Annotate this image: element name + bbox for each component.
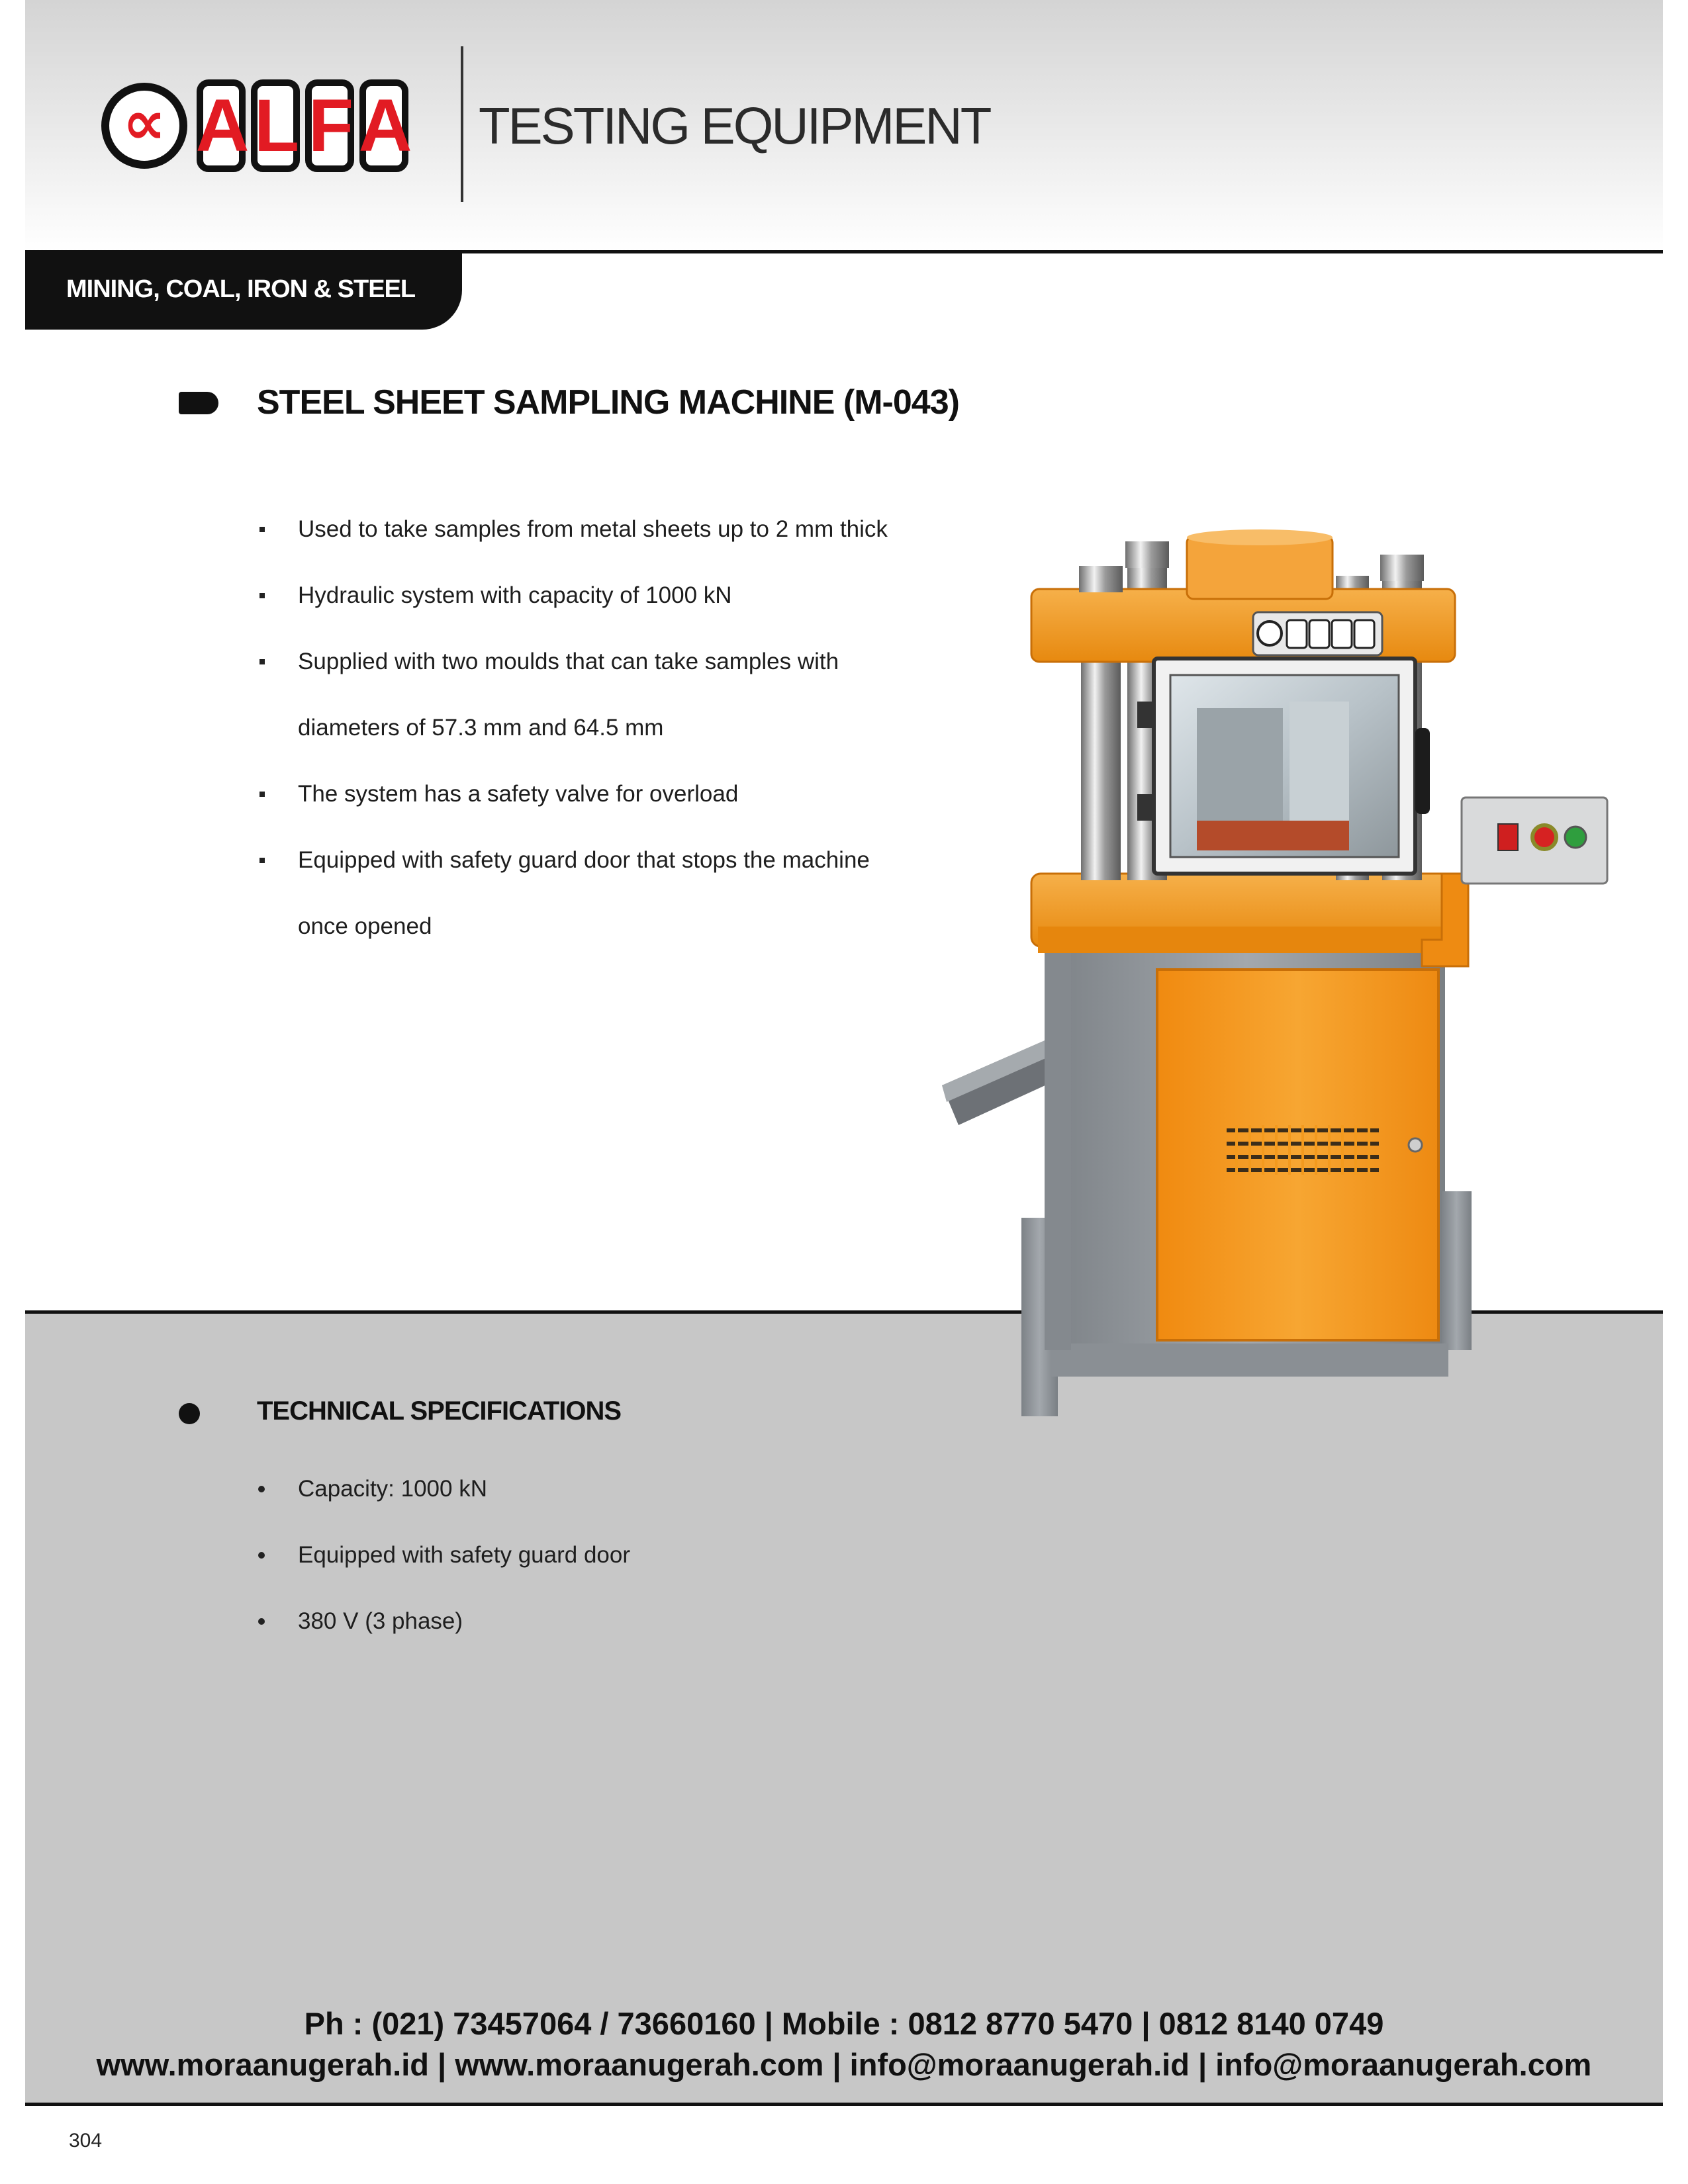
spec-title: TECHNICAL SPECIFICATIONS [257, 1396, 622, 1426]
square-bullet-icon [259, 792, 265, 797]
feature-item: Used to take samples from metal sheets up to 2 mm thick [257, 496, 985, 563]
logo-letter-f: F [305, 79, 354, 172]
spec-item: 380 V (3 phase) [257, 1588, 919, 1655]
feature-item: The system has a safety valve for overload [257, 761, 985, 827]
alfa-logo [101, 76, 414, 175]
logo-letter-a1: A [197, 79, 246, 172]
square-bullet-icon [259, 858, 265, 863]
feature-item: Equipped with safety guard door that stops the machine once opened [257, 827, 985, 960]
round-bullet-icon [258, 1486, 265, 1492]
brochure-page [25, 0, 1663, 2184]
product-title: STEEL SHEET SAMPLING MACHINE (M-043) [257, 383, 959, 422]
footer-web-links: www.moraanugerah.id | www.moraanugerah.com | info@moraanugerah.id | info@moraanugerah.com [96, 2047, 1592, 2082]
feature-item: Supplied with two moulds that can take samples with diameters of 57.3 mm and 64.5 mm [257, 629, 985, 761]
logo-letter-a2: A [359, 79, 408, 172]
round-bullet-icon [258, 1618, 265, 1625]
spec-item: Equipped with safety guard door [257, 1522, 919, 1588]
category-tab [25, 251, 462, 330]
square-bullet-icon [259, 593, 265, 598]
specifications-band [25, 1314, 1663, 2103]
page-number: 304 [69, 2130, 103, 2152]
machine-photo [939, 529, 1620, 1416]
square-bullet-icon [259, 527, 265, 532]
section-dot-icon [179, 1403, 200, 1424]
logo-letter-l: L [251, 79, 300, 172]
header-title: TESTING EQUIPMENT [479, 97, 990, 155]
feature-list [257, 496, 985, 960]
spec-list [257, 1456, 919, 1655]
square-bullet-icon [259, 659, 265, 664]
title-marker-icon [179, 392, 218, 414]
header-divider [461, 46, 463, 202]
round-bullet-icon [258, 1552, 265, 1559]
footer-phone: Ph : (021) 73457064 / 73660160 | Mobile : 0812 8770 5470 | 0812 8140 0749 [304, 2006, 1384, 2041]
feature-item: Hydraulic system with capacity of 1000 kN [257, 563, 985, 629]
alfa-symbol-icon: ∝ [101, 83, 187, 169]
spec-item: Capacity: 1000 kN [257, 1456, 919, 1522]
footer-rule [25, 2103, 1663, 2106]
category-label: MINING, COAL, IRON & STEEL [66, 275, 416, 303]
